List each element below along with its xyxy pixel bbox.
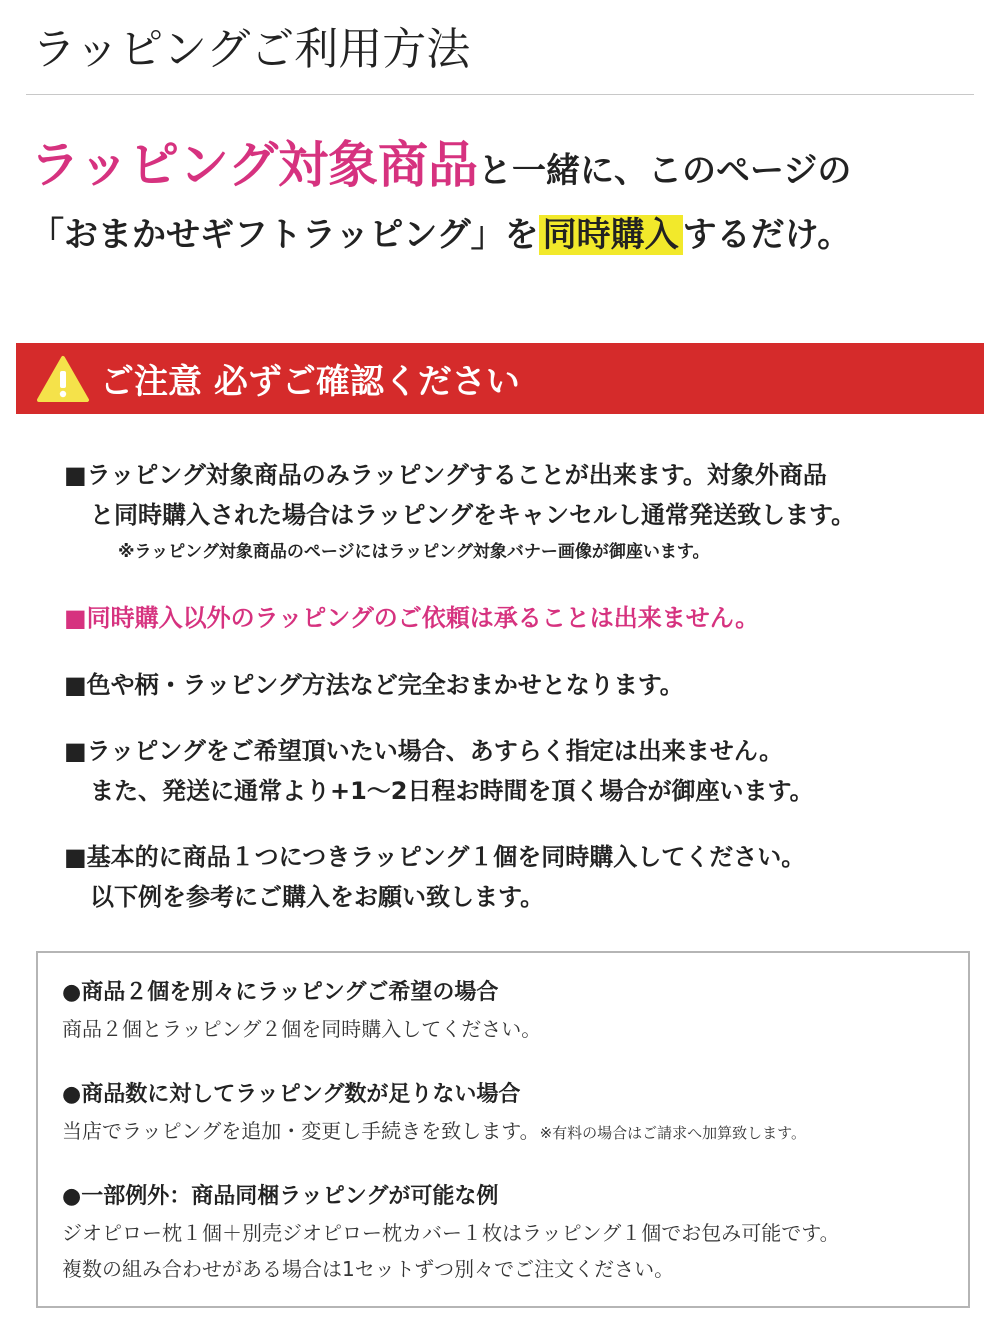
example-body: 当店でラッピングを追加・変更し手続きを致します。	[62, 1119, 540, 1143]
note-small-print: ※ラッピング対象商品のページにはラッピング対象バナー画像が御座います。	[118, 542, 710, 562]
intro-simultaneous-purchase: 同時購入	[539, 215, 683, 255]
note-item	[64, 837, 805, 917]
example-body: 商品２個とラッピング２個を同時購入してください。	[62, 1017, 542, 1041]
note-item	[64, 665, 684, 705]
example-heading: ●商品数に対してラッピング数が足りない場合	[62, 1082, 521, 1107]
intro-line-2	[30, 208, 851, 262]
note-line: ■ラッピング対象商品のみラッピングすることが出来ます。対象外商品	[64, 461, 827, 489]
note-line: ■基本的に商品１つにつきラッピング１個を同時購入してください。	[64, 843, 806, 871]
intro-line-2-after: するだけ。	[682, 215, 852, 255]
intro-line-2-before: 「おまかせギフトラッピング」を	[30, 215, 539, 255]
example-heading: ●一部例外：商品同梱ラッピングが可能な例	[62, 1184, 499, 1209]
intro-line-1	[30, 130, 851, 206]
example-heading: ●商品２個を別々にラッピングご希望の場合	[62, 980, 499, 1005]
note-line: ■同時購入以外のラッピングのご依頼は承ることは出来ません。	[64, 604, 760, 632]
title-divider	[26, 94, 974, 95]
example-body-line	[62, 1113, 806, 1151]
warning-banner	[16, 343, 984, 414]
note-item	[64, 731, 814, 811]
warning-triangle-icon	[36, 355, 90, 403]
example-body: 複数の組み合わせがある場合は1セットずつ別々でご注文ください。	[62, 1257, 675, 1281]
example-body: ジオピロー枕１個＋別売ジオピロー枕カバー１枚はラッピング１個でお包み可能です。	[62, 1221, 840, 1245]
example-small-print: ※有料の場合はご請求へ加算致します。	[539, 1124, 806, 1142]
note-line: また、発送に通常より+1～2日程お時間を頂く場合が御座います。	[90, 777, 814, 805]
note-line: 以下例を参考にご購入をお願い致します。	[90, 883, 545, 911]
intro-target-products: ラッピング対象商品	[30, 136, 478, 194]
note-line: ■ラッピングをご希望頂いたい場合、あすらく指定は出来ません。	[64, 737, 784, 765]
example-item	[62, 975, 541, 1047]
note-line: ■色や柄・ラッピング方法など完全おまかせとなります。	[64, 671, 684, 699]
example-item	[62, 1179, 840, 1287]
note-item-important	[64, 598, 759, 638]
example-item	[62, 1077, 806, 1151]
warning-text: ご注意 必ずご確認ください	[100, 362, 520, 402]
examples-box	[36, 951, 970, 1308]
page-title: ラッピングご利用方法	[32, 24, 471, 75]
note-item	[64, 455, 855, 535]
intro-line-1-rest: と一緒に、このページの	[478, 151, 852, 191]
note-line: と同時購入された場合はラッピングをキャンセルし通常発送致します。	[90, 501, 856, 529]
